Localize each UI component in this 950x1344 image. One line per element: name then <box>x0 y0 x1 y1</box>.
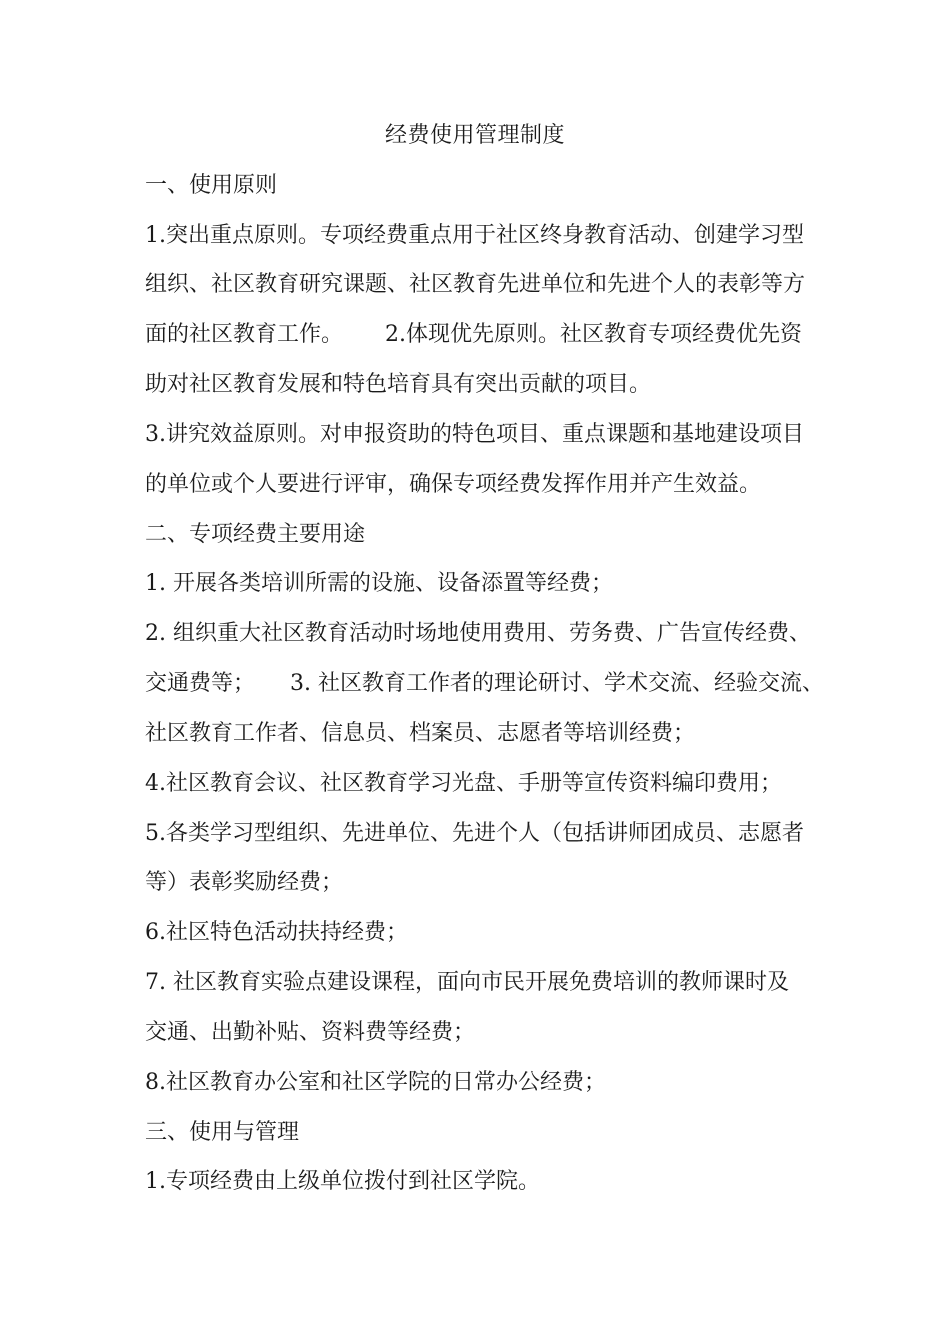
paragraph-line: 3.讲究效益原则。对申报资助的特色项目、重点课题和基地建设项目 <box>145 422 804 447</box>
paragraph-line: 8.社区教育办公室和社区学院的日常办公经费； <box>145 1070 606 1095</box>
paragraph-line: 助对社区教育发展和特色培育具有突出贡献的项目。 <box>145 372 652 397</box>
paragraph-line: 7. 社区教育实验点建设课程，面向市民开展免费培训的教师课时及 <box>145 970 789 995</box>
paragraph-line: 组织、社区教育研究课题、社区教育先进单位和先进个人的表彰等方 <box>145 272 806 297</box>
paragraph-line: 的单位或个人要进行评审，确保专项经费发挥作用并产生效益。 <box>145 472 762 497</box>
paragraph-line: 面的社区教育工作。 2.体现优先原则。社区教育专项经费优先资 <box>145 322 802 347</box>
paragraph-line: 1. 开展各类培训所需的设施、设备添置等经费； <box>145 571 613 596</box>
section-heading-management: 三、使用与管理 <box>145 1120 300 1145</box>
section-heading-uses: 二、专项经费主要用途 <box>145 522 366 547</box>
paragraph-line: 1.突出重点原则。专项经费重点用于社区终身教育活动、创建学习型 <box>145 223 804 248</box>
paragraph-line: 交通费等； 3. 社区教育工作者的理论研讨、学术交流、经验交流、 <box>145 671 824 696</box>
paragraph-line: 社区教育工作者、信息员、档案员、志愿者等培训经费； <box>145 721 696 746</box>
paragraph-line: 5.各类学习型组织、先进单位、先进个人（包括讲师团成员、志愿者 <box>145 821 804 846</box>
paragraph-line: 1.专项经费由上级单位拨付到社区学院。 <box>145 1169 540 1194</box>
paragraph-line: 4.社区教育会议、社区教育学习光盘、手册等宣传资料编印费用； <box>145 771 782 796</box>
paragraph-line: 6.社区特色活动扶持经费； <box>145 920 408 945</box>
section-heading-principles: 一、使用原则 <box>145 173 278 198</box>
document-title: 经费使用管理制度 <box>384 123 565 148</box>
paragraph-line: 2. 组织重大社区教育活动时场地使用费用、劳务费、广告宣传经费、 <box>145 621 811 646</box>
paragraph-line: 等）表彰奖励经费； <box>145 870 344 895</box>
paragraph-line: 交通、出勤补贴、资料费等经费； <box>145 1020 476 1045</box>
